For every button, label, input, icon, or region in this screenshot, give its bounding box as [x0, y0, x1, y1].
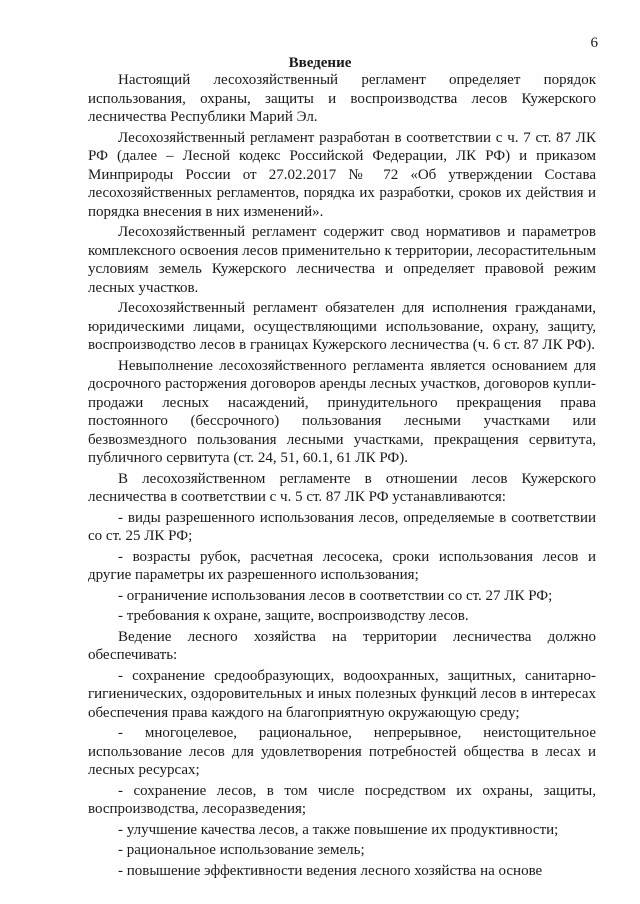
list-item: - виды разрешенного использования лесов, определяемые в соответствии со ст. 25 ЛК РФ; [88, 509, 596, 544]
paragraph-forestry-should: Ведение лесного хозяйства на территории лесничества должно обеспечивать: [88, 628, 596, 663]
paragraph-obligation: Лесохозяйственный регламент обязателен для исполнения гражданами, юридическими лицами, осуществляющими использование, охрану, защиту, воспроизводство лесов в границах Кужерского лесничества (ч. 6 ст. 87 ЛК РФ). [88, 300, 596, 353]
list-item: - сохранение лесов, в том числе посредством их охраны, защиты, воспроизводства, лесоразведения; [88, 782, 596, 817]
list-item: - улучшение качества лесов, а также повышение их продуктивности; [118, 821, 559, 838]
page-number: 6 [590, 35, 598, 51]
list-item: - повышение эффективности ведения лесного хозяйства на основе [118, 862, 543, 879]
list-item: - многоцелевое, рациональное, непрерывное, неистощительное использование лесов для удовлетворения потребностей общества в лесах и лесных ресурсах; [88, 725, 596, 778]
paragraph-established: В лесохозяйственном регламенте в отношении лесов Кужерского лесничества в соответствии с ч. 5 ст. 87 ЛК РФ устанавливаются: [88, 470, 596, 505]
section-title: Введение [288, 55, 352, 71]
paragraph-contents: Лесохозяйственный регламент содержит свод нормативов и параметров комплексного освоения лесов применительно к территории, лесорастительным условиям земель Кужерского лесничества и определяет правовой режим лесных участков. [88, 224, 596, 296]
list-item: - требования к охране, защите, воспроизводству лесов. [118, 608, 469, 624]
paragraph-legal-basis: Лесохозяйственный регламент разработан в соответствии с ч. 7 ст. 87 ЛК РФ (далее – Лесной кодекс Российской Федерации, ЛК РФ) и приказом Минприроды России от 27.02.2017 № 72 «Об утверждении Состава лесохозяйственных регламентов, порядка их разработки, сроков их действия и порядка внесения в них изменений». [88, 129, 596, 220]
paragraph-purpose: Настоящий лесохозяйственный регламент определяет порядок использования, охраны, защиты и воспроизводства лесов Кужерского лесничества Республики Марий Эл. [88, 72, 596, 125]
paragraph-non-compliance: Невыполнение лесохозяйственного регламента является основанием для досрочного расторжения договоров аренды лесных участков, договоров купли-продажи лесных насаждений, принудительного прекращения права постоянного (бессрочного) пользования лесными участками или безвозмездного пользования лесными участками, прекращения сервитута, публичного сервитута (ст. 24, 51, 60.1, 61 ЛК РФ). [88, 357, 596, 466]
list-item: - возрасты рубок, расчетная лесосека, сроки использования лесов и другие параметры их разрешенного использования; [88, 548, 596, 583]
list-item: - ограничение использования лесов в соответствии со ст. 27 ЛК РФ; [118, 587, 553, 604]
list-item: - сохранение средообразующих, водоохранных, защитных, санитарно-гигиенических, оздоровительных и иных полезных функций лесов в интересах обеспечения права каждого на благоприятную окружающую среду; [88, 667, 596, 721]
list-item: - рациональное использование земель; [118, 842, 365, 858]
document-body [88, 71, 596, 882]
